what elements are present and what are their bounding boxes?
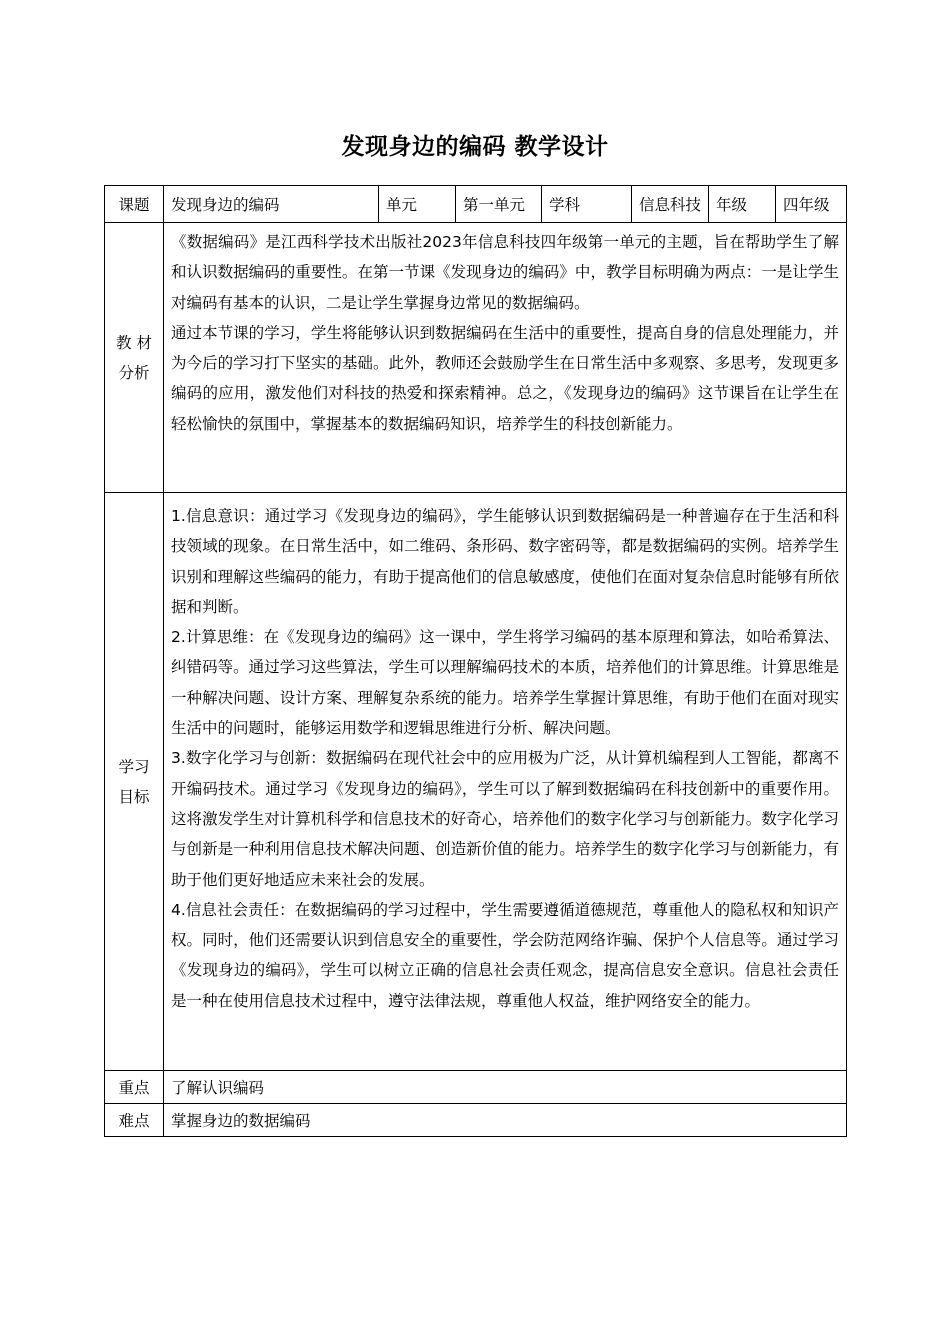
goals-row [105,493,847,1071]
subject-value: 信息科技 [632,186,709,223]
key-point-label: 重点 [105,1071,164,1104]
goals-label-line1: 学习 [118,757,150,776]
grade-label: 年级 [709,186,776,223]
document-title: 发现身边的编码 教学设计 [341,134,609,160]
analysis-label-line2: 分析 [118,363,150,382]
analysis-paragraph: 通过本节课的学习，学生将能够认识到数据编码在生活中的重要性，提高自身的信息处理能力，并为今后的学习打下坚实的基础。此外，教师还会鼓励学生在日常生活中多观察、多思考，发现更多编码的应用，激发他们对科技的热爱和探索精神。总之，《发现身边的编码》这节课旨在让学生在轻松愉快的氛围中，掌握基本的数据编码知识，培养学生的科技创新能力。 [171,323,839,433]
goals-label [105,493,164,1071]
key-point-row [105,1071,847,1104]
topic-value: 发现身边的编码 [164,186,379,223]
difficulty-label: 难点 [105,1104,164,1137]
difficulty-row [105,1104,847,1137]
key-point-value: 了解认识编码 [164,1071,847,1104]
header-row [105,186,847,223]
lesson-plan-table [104,185,847,1137]
goals-content [164,493,847,1071]
unit-label: 单元 [379,186,456,223]
grade-value: 四年级 [776,186,847,223]
goals-label-line2: 目标 [118,787,150,806]
difficulty-value: 掌握身边的数据编码 [164,1104,847,1137]
goal-item: 4.信息社会责任：在数据编码的学习过程中，学生需要遵循道德规范，尊重他人的隐私权和知识产权。同时，他们还需要认识到信息安全的重要性，学会防范网络诈骗、保护个人信息等。通过学习《发现身边的编码》，学生可以树立正确的信息社会责任观念，提高信息安全意识。信息社会责任是一种在使用信息技术过程中，遵守法律法规，尊重他人权益，维护网络安全的能力。 [171,900,839,1010]
analysis-content [164,223,847,493]
analysis-label-line1: 教 材 [116,333,152,352]
subject-label: 学科 [542,186,632,223]
goal-item: 1.信息意识：通过学习《发现身边的编码》，学生能够认识到数据编码是一种普遍存在于生活和科技领域的现象。在日常生活中，如二维码、条形码、数字密码等，都是数据编码的实例。培养学生识别和理解这些编码的能力，有助于提高他们的信息敏感度，使他们在面对复杂信息时能够有所依据和判断。 [171,507,839,616]
analysis-paragraph: 《数据编码》是江西科学技术出版社2023年信息科技四年级第一单元的主题，旨在帮助学生了解和认识数据编码的重要性。在第一节课《发现身边的编码》中，教学目标明确为两点：一是让学生对编码有基本的认识，二是让学生掌握身边常见的数据编码。 [171,233,839,312]
analysis-label [105,223,164,493]
goal-item: 3.数字化学习与创新：数据编码在现代社会中的应用极为广泛，从计算机编程到人工智能，都离不开编码技术。通过学习《发现身边的编码》，学生可以了解到数据编码在科技创新中的重要作用。这将激发学生对计算机科学和信息技术的好奇心，培养他们的数字化学习与创新能力。数字化学习与创新是一种利用信息技术解决问题、创造新价值的能力。培养学生的数字化学习与创新能力，有助于他们更好地适应未来社会的发展。 [171,749,839,889]
goal-item: 2.计算思维：在《发现身边的编码》这一课中，学生将学习编码的基本原理和算法，如哈希算法、纠错码等。通过学习这些算法，学生可以理解编码技术的本质，培养他们的计算思维。计算思维是一种解决问题、设计方案、理解复杂系统的能力。培养学生掌握计算思维，有助于他们在面对现实生活中的问题时，能够运用数学和逻辑思维进行分析、解决问题。 [171,628,839,738]
topic-label: 课题 [105,186,164,223]
analysis-row [105,223,847,493]
unit-value: 第一单元 [456,186,542,223]
